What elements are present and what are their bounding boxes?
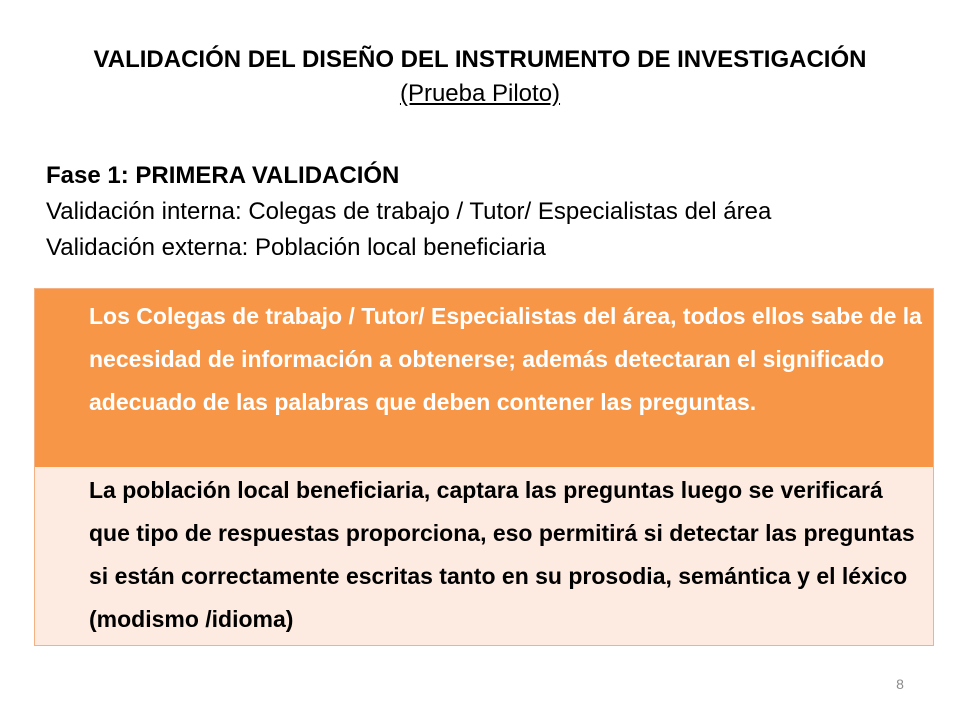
phase-section — [46, 158, 936, 266]
internal-validation-text: Validación interna: Colegas de trabajo / Tutor/ Especialistas del área — [46, 198, 772, 225]
table-row-colleagues: Los Colegas de trabajo / Tutor/ Especialistas del área, todos ellos sabe de la necesidad de información a obtenerse; además detectaran el significado adecuado de las palabras que deben contener las preguntas. — [35, 289, 933, 467]
slide-title: VALIDACIÓN DEL DISEÑO DEL INSTRUMENTO DE INVESTIGACIÓN — [93, 46, 867, 73]
external-validation-text: Validación externa: Población local beneficiaria — [46, 234, 546, 261]
validation-table — [34, 288, 934, 646]
table-row-population: La población local beneficiaria, captara las preguntas luego se verificará que tipo de respuestas proporciona, eso permitirá si detectar las preguntas si están correctamente escritas tanto en su prosodia, semántica y el léxico (modismo /idioma) — [35, 467, 933, 645]
phase-title: Fase 1: PRIMERA VALIDACIÓN — [46, 162, 400, 189]
slide-subtitle: (Prueba Piloto) — [399, 80, 561, 107]
page-number: 8 — [896, 676, 904, 692]
